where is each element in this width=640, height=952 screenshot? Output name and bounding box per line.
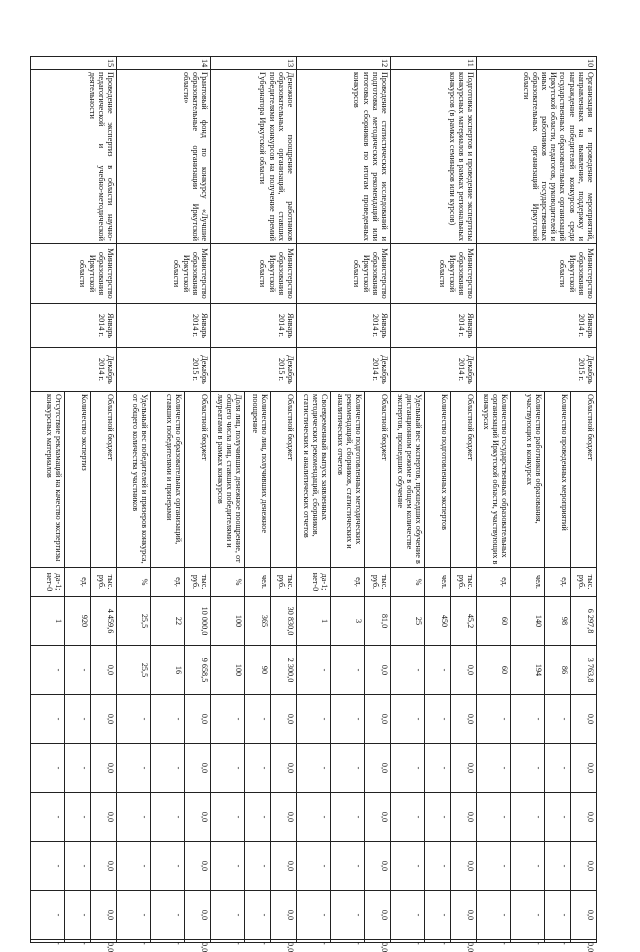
- value-cell: 0,0: [185, 891, 211, 940]
- value-cell: -: [31, 842, 65, 891]
- value-cell: -: [425, 744, 451, 793]
- value-cell: -: [545, 793, 571, 842]
- value-cell: -: [391, 744, 425, 793]
- indicator-name: Областной бюджет: [185, 392, 211, 568]
- value-cell: -: [477, 695, 511, 744]
- value-cell: -: [151, 842, 185, 891]
- value-cell: -: [391, 646, 425, 695]
- value-cell: 0,0: [365, 940, 391, 943]
- row-number: 15: [31, 57, 117, 70]
- executor-cell: Министерство образования Иркутской области: [297, 244, 391, 304]
- indicator-name: Количество образовательных организаций, ставших победителями и призерами: [151, 392, 185, 568]
- activity-name: Проведение статистических исследований и подготовка методических рекомендаций или итоговых сборников по итогам проведенных конкурсов: [297, 70, 391, 244]
- value-cell: -: [245, 842, 271, 891]
- value-cell: 0,0: [91, 646, 117, 695]
- value-cell: 16: [151, 646, 185, 695]
- indicator-name: Количество государственных образовательных организаций Иркутской области, участвующих в конкурсах: [477, 392, 511, 568]
- value-cell: 0,0: [571, 891, 597, 940]
- start-date-cell: Январь 2014 г.: [117, 304, 211, 348]
- value-cell: -: [297, 744, 331, 793]
- value-cell: 3 763,8: [571, 646, 597, 695]
- unit-cell: тыс. руб.: [451, 568, 477, 597]
- value-cell: -: [211, 940, 245, 943]
- value-cell: 0,0: [365, 842, 391, 891]
- value-cell: -: [151, 695, 185, 744]
- indicator-name: Количество подготовленных методических рекомендаций, сборников, статистических и аналитических отчетов: [331, 392, 365, 568]
- indicator-name: Областной бюджет: [451, 392, 477, 568]
- value-cell: -: [545, 940, 571, 943]
- value-cell: -: [65, 646, 91, 695]
- indicator-name: Количество подготовленных экспертов: [425, 392, 451, 568]
- value-cell: -: [297, 842, 331, 891]
- value-cell: -: [331, 842, 365, 891]
- value-cell: -: [391, 940, 425, 943]
- value-cell: -: [151, 940, 185, 943]
- value-cell: 0,0: [451, 744, 477, 793]
- value-cell: 0,0: [185, 744, 211, 793]
- value-cell: -: [511, 793, 545, 842]
- row-number: 10: [477, 57, 597, 70]
- unit-cell: ед.: [331, 568, 365, 597]
- indicator-name: Доля лиц, получивших денежное поощрение, от общего числа лиц, ставших победителями и лауреатами в рамках конкурсов: [211, 392, 245, 568]
- value-cell: -: [297, 646, 331, 695]
- end-date-cell: Декабрь 2015 г.: [477, 348, 597, 392]
- value-cell: -: [117, 793, 151, 842]
- indicator-name: Количество проведенных мероприятий: [545, 392, 571, 568]
- value-cell: 0,0: [91, 744, 117, 793]
- value-cell: 0,0: [91, 793, 117, 842]
- value-cell: -: [477, 744, 511, 793]
- row-number: 12: [297, 57, 391, 70]
- value-cell: 25,5: [117, 597, 151, 646]
- value-cell: 22: [151, 597, 185, 646]
- indicator-name: Областной бюджет: [271, 392, 297, 568]
- value-cell: -: [65, 695, 91, 744]
- value-cell: -: [65, 891, 91, 940]
- activity-name: Грантовый фонд по конкурсу «Лучшие образовательные организации Иркутской области»: [117, 70, 211, 244]
- value-cell: 140: [511, 597, 545, 646]
- indicator-name: Количество экспертиз: [65, 392, 91, 568]
- value-cell: 0,0: [365, 695, 391, 744]
- value-cell: -: [117, 744, 151, 793]
- executor-cell: Министерство образования Иркутской области: [211, 244, 297, 304]
- value-cell: -: [297, 940, 331, 943]
- value-cell: 3: [331, 597, 365, 646]
- value-cell: 100: [211, 646, 245, 695]
- value-cell: 920: [65, 597, 91, 646]
- value-cell: 10 000,0: [185, 597, 211, 646]
- end-date-cell: Декабрь 2014 г.: [297, 348, 391, 392]
- value-cell: 365: [245, 597, 271, 646]
- value-cell: 86: [545, 646, 571, 695]
- row-number: 13: [211, 57, 297, 70]
- value-cell: -: [31, 940, 65, 943]
- value-cell: -: [211, 891, 245, 940]
- value-cell: -: [211, 842, 245, 891]
- value-cell: -: [31, 646, 65, 695]
- value-cell: -: [331, 646, 365, 695]
- value-cell: -: [245, 940, 271, 943]
- value-cell: 4 459,6: [91, 597, 117, 646]
- value-cell: -: [211, 744, 245, 793]
- value-cell: 0,0: [451, 940, 477, 943]
- table-row: [185, 57, 211, 943]
- value-cell: 0,0: [451, 646, 477, 695]
- table-row: [91, 57, 117, 943]
- unit-cell: ед.: [545, 568, 571, 597]
- value-cell: 100: [211, 597, 245, 646]
- value-cell: -: [511, 842, 545, 891]
- value-cell: 81,0: [365, 597, 391, 646]
- indicator-name: Удельный вес победителей и призеров конкурса, от общего количества участников: [117, 392, 151, 568]
- indicator-name: Областной бюджет: [571, 392, 597, 568]
- unit-cell: ед.: [65, 568, 91, 597]
- value-cell: -: [297, 793, 331, 842]
- row-number: 14: [117, 57, 211, 70]
- value-cell: 2 300,0: [271, 646, 297, 695]
- unit-cell: %: [117, 568, 151, 597]
- value-cell: 6 297,8: [571, 597, 597, 646]
- value-cell: -: [331, 744, 365, 793]
- unit-cell: чел.: [245, 568, 271, 597]
- indicator-name: Удельный вес экспертов, прошедших обучение в дистанционном режиме в общем количестве экспертов, прошедших обучение: [391, 392, 425, 568]
- value-cell: -: [151, 891, 185, 940]
- unit-cell: %: [211, 568, 245, 597]
- value-cell: 0,0: [271, 842, 297, 891]
- value-cell: 0,0: [271, 940, 297, 943]
- activity-name: Организация и проведение мероприятий, направленных на выявление, поддержку и награждение победителей конкурсов среди государственных образовательных организаций Иркутской области, педагогов, руководителей и иных работников государственных образовательных организаций Иркутской области: [477, 70, 597, 244]
- value-cell: 0,0: [571, 940, 597, 943]
- value-cell: -: [425, 793, 451, 842]
- value-cell: 98: [545, 597, 571, 646]
- value-cell: 90: [245, 646, 271, 695]
- unit-cell: тыс. руб.: [571, 568, 597, 597]
- end-date-cell: Декабрь 2014 г.: [391, 348, 477, 392]
- value-cell: -: [151, 744, 185, 793]
- unit-cell: тыс. руб.: [91, 568, 117, 597]
- value-cell: -: [245, 793, 271, 842]
- value-cell: 0,0: [571, 842, 597, 891]
- table-row: [571, 57, 597, 943]
- executor-cell: Министерство образования Иркутской области: [117, 244, 211, 304]
- unit-cell: %: [391, 568, 425, 597]
- value-cell: -: [477, 891, 511, 940]
- start-date-cell: Январь 2014 г.: [477, 304, 597, 348]
- value-cell: -: [545, 891, 571, 940]
- value-cell: 0,0: [185, 842, 211, 891]
- value-cell: -: [245, 891, 271, 940]
- value-cell: -: [117, 891, 151, 940]
- value-cell: 1: [297, 597, 331, 646]
- value-cell: -: [425, 646, 451, 695]
- executor-cell: Министерство образования Иркутской области: [477, 244, 597, 304]
- table-body: [31, 57, 597, 952]
- value-cell: -: [425, 842, 451, 891]
- value-cell: -: [151, 793, 185, 842]
- value-cell: 0,0: [271, 793, 297, 842]
- value-cell: 0,0: [571, 793, 597, 842]
- value-cell: 0,0: [91, 842, 117, 891]
- value-cell: 0,0: [451, 891, 477, 940]
- program-table: [30, 56, 597, 952]
- document-page: [10, 56, 597, 952]
- indicator-name: Своевременный выпуск заявленных методических рекомендаций, сборников, статистических и аналитических отчетов: [297, 392, 331, 568]
- value-cell: -: [511, 940, 545, 943]
- value-cell: 0,0: [185, 940, 211, 943]
- end-date-cell: Декабрь 2015 г.: [211, 348, 297, 392]
- start-date-cell: Январь 2014 г.: [297, 304, 391, 348]
- value-cell: 0,0: [185, 695, 211, 744]
- value-cell: -: [31, 891, 65, 940]
- activity-name: Проведение экспертиз в области научно-педагогической и учебно-методической деятельности: [31, 70, 117, 244]
- value-cell: -: [477, 940, 511, 943]
- value-cell: 9 658,5: [185, 646, 211, 695]
- table-row: [271, 57, 297, 943]
- value-cell: -: [117, 940, 151, 943]
- executor-cell: Министерство образования Иркутской области: [31, 244, 117, 304]
- value-cell: -: [477, 793, 511, 842]
- value-cell: -: [511, 891, 545, 940]
- value-cell: 60: [477, 597, 511, 646]
- value-cell: -: [331, 793, 365, 842]
- indicator-name: Количество лиц, получивших денежное поощрение: [245, 392, 271, 568]
- value-cell: -: [31, 695, 65, 744]
- unit-cell: тыс. руб.: [365, 568, 391, 597]
- activity-name: Подготовка экспертов и проведение экспертизы конкурсных материалов в рамках региональных конкурсов (в рамках семинаров или курсов): [391, 70, 477, 244]
- value-cell: -: [391, 793, 425, 842]
- value-cell: 450: [425, 597, 451, 646]
- value-cell: -: [31, 793, 65, 842]
- value-cell: 0,0: [451, 695, 477, 744]
- value-cell: 45,2: [451, 597, 477, 646]
- value-cell: -: [331, 940, 365, 943]
- value-cell: 0,0: [91, 891, 117, 940]
- end-date-cell: Декабрь 2015 г.: [117, 348, 211, 392]
- value-cell: -: [297, 891, 331, 940]
- unit-cell: тыс. руб.: [185, 568, 211, 597]
- value-cell: -: [545, 744, 571, 793]
- indicator-name: Количество работников образования, участвующих в конкурсах: [511, 392, 545, 568]
- value-cell: -: [65, 940, 91, 943]
- value-cell: 0,0: [451, 793, 477, 842]
- end-date-cell: Декабрь 2014 г.: [31, 348, 117, 392]
- unit-cell: чел.: [425, 568, 451, 597]
- value-cell: 0,0: [365, 646, 391, 695]
- value-cell: 0,0: [571, 744, 597, 793]
- value-cell: -: [511, 695, 545, 744]
- value-cell: -: [511, 744, 545, 793]
- value-cell: 30 830,0: [271, 597, 297, 646]
- value-cell: 1: [31, 597, 65, 646]
- start-date-cell: Январь 2014 г.: [211, 304, 297, 348]
- value-cell: -: [391, 695, 425, 744]
- value-cell: -: [117, 695, 151, 744]
- value-cell: 60: [477, 646, 511, 695]
- value-cell: -: [477, 842, 511, 891]
- unit-cell: да-1; нет-0: [31, 568, 65, 597]
- value-cell: 25,5: [117, 646, 151, 695]
- value-cell: -: [117, 842, 151, 891]
- value-cell: -: [331, 695, 365, 744]
- value-cell: -: [391, 842, 425, 891]
- unit-cell: ед.: [151, 568, 185, 597]
- activity-name: Денежное поощрение работников образовательных организаций, ставших победителями конкурсов на получение премий Губернатора Иркутской области: [211, 70, 297, 244]
- value-cell: 0,0: [91, 695, 117, 744]
- indicator-name: Отсутствие рекламаций на качество экспертизы конкурсных материалов: [31, 392, 65, 568]
- value-cell: -: [545, 842, 571, 891]
- value-cell: 194: [511, 646, 545, 695]
- value-cell: 0,0: [365, 793, 391, 842]
- executor-cell: Министерство образования Иркутской области: [391, 244, 477, 304]
- value-cell: 0,0: [185, 793, 211, 842]
- value-cell: -: [331, 891, 365, 940]
- value-cell: -: [545, 695, 571, 744]
- start-date-cell: Январь 2014 г.: [31, 304, 117, 348]
- value-cell: -: [425, 940, 451, 943]
- value-cell: -: [65, 793, 91, 842]
- value-cell: 25: [391, 597, 425, 646]
- value-cell: 0,0: [365, 744, 391, 793]
- table-row: [451, 57, 477, 943]
- value-cell: -: [65, 842, 91, 891]
- unit-cell: тыс. руб.: [271, 568, 297, 597]
- value-cell: -: [425, 891, 451, 940]
- value-cell: 0,0: [271, 744, 297, 793]
- value-cell: -: [297, 695, 331, 744]
- value-cell: 0,0: [365, 891, 391, 940]
- value-cell: -: [245, 695, 271, 744]
- value-cell: -: [211, 793, 245, 842]
- value-cell: -: [65, 744, 91, 793]
- value-cell: 0,0: [271, 695, 297, 744]
- indicator-name: Областной бюджет: [91, 392, 117, 568]
- value-cell: 0,0: [571, 695, 597, 744]
- value-cell: 0,0: [271, 891, 297, 940]
- value-cell: -: [31, 744, 65, 793]
- value-cell: 0,0: [91, 940, 117, 943]
- unit-cell: чел.: [511, 568, 545, 597]
- value-cell: -: [391, 891, 425, 940]
- indicator-name: Областной бюджет: [365, 392, 391, 568]
- row-number: 11: [391, 57, 477, 70]
- value-cell: 0,0: [451, 842, 477, 891]
- table-row: [365, 57, 391, 943]
- value-cell: -: [425, 695, 451, 744]
- start-date-cell: Январь 2014 г.: [391, 304, 477, 348]
- unit-cell: ед.: [477, 568, 511, 597]
- unit-cell: да-1; нет-0: [297, 568, 331, 597]
- value-cell: -: [211, 695, 245, 744]
- value-cell: -: [245, 744, 271, 793]
